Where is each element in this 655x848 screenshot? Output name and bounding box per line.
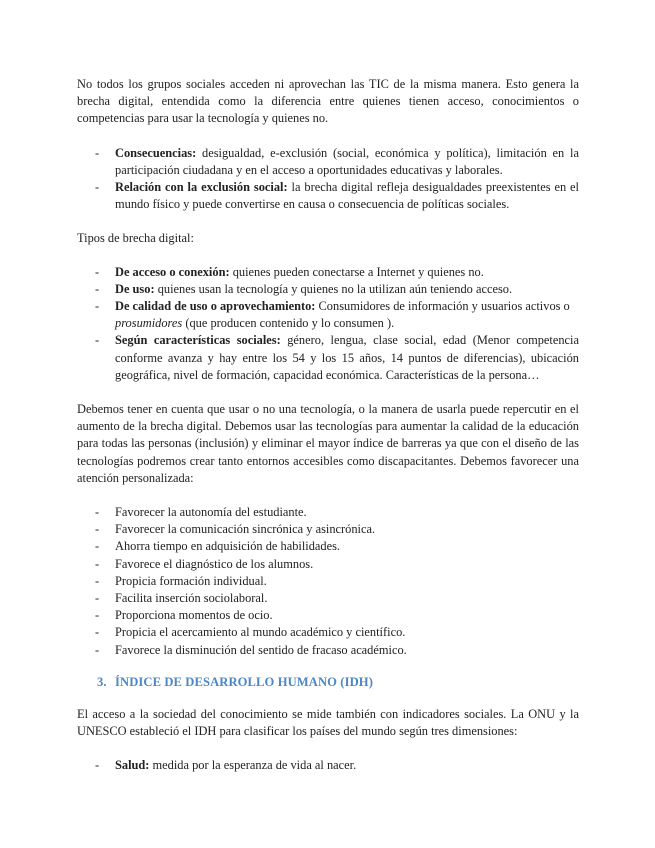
dash-marker: - [95,333,100,348]
dash-marker: - [95,556,100,571]
idh-paragraph: El acceso a la sociedad del conocimiento se mide también con indicadores sociales. La ONU y la UNESCO estableció el IDH para clasificar los países del mundo según tres dimensiones: [77,706,579,739]
dash-marker: - [95,642,100,657]
dash-marker: - [95,608,100,623]
dash-marker: - [95,573,100,588]
list-item [77,642,579,659]
item-text: (que producen contenido y lo consumen ). [182,316,395,331]
list-item [77,179,579,213]
attention-paragraph: Debemos tener en cuenta que usar o no una tecnología, o la manera de usarla puede repercutir en el aumento de la brecha digital. Debemos usar las tecnologías para aumentar la calidad de la educación para todas las personas (inclusión) y eliminar el mayor índice de barreras ya que con el diseño de las tecnologías podremos crear tanto entornos accesibles como discapacitantes. Debemos favorecer una atención personalizada: [77,402,579,485]
section-heading [77,674,579,691]
list-item [77,573,579,590]
consequences-list [77,145,579,214]
dash-marker: - [95,180,100,195]
list-item [77,538,579,555]
dash-marker: - [95,758,100,773]
list-item [77,281,579,298]
item-text: género, lengua, clase social, edad (Menor competencia conforme avanza y hay entre los 54 y los 15 años, 14 puntos de diferencias), ubicación geográfica, nivel de formación, capacidad económica. Características de la persona… [115,333,579,382]
types-list [77,264,579,384]
section-title: ÍNDICE DE DESARROLLO HUMANO (IDH) [115,674,373,689]
dash-marker: - [95,539,100,554]
item-text: Proporciona momentos de ocio. [115,608,273,623]
item-italic: prosumidores [115,316,183,331]
item-text: Favorecer la comunicación sincrónica y asincrónica. [115,522,376,537]
dash-marker: - [95,522,100,537]
list-item [77,504,579,521]
item-text: Favorece la disminución del sentido de fracaso académico. [115,642,407,657]
dash-marker: - [95,299,100,314]
item-text: quienes pueden conectarse a Internet y quienes no. [229,264,484,279]
list-item [77,556,579,573]
item-text: Propicia el acercamiento al mundo académico y científico. [115,625,406,640]
dash-marker: - [95,505,100,520]
item-text: Favorece el diagnóstico de los alumnos. [115,556,314,571]
item-term: Salud: [115,758,150,773]
dash-marker: - [95,264,100,279]
types-label: Tipos de brecha digital: [77,231,194,246]
item-term: Relación con la exclusión social: [115,180,288,195]
item-text: medida por la esperanza de vida al nacer. [149,758,357,773]
list-item [77,590,579,607]
item-text: quienes usan la tecnología y quienes no la utilizan aún teniendo acceso. [154,281,513,296]
list-item [77,145,579,179]
item-term: De uso: [115,281,155,296]
dash-marker: - [95,145,100,160]
document-page [77,76,579,775]
benefits-list [77,504,579,659]
item-term: De calidad de uso o aprovechamiento: [115,299,316,314]
section-number: 3. [97,674,107,689]
item-term: Consecuencias: [115,145,197,160]
list-item [77,624,579,641]
item-text: Ahorra tiempo en adquisición de habilidades. [115,539,341,554]
item-text: Facilita inserción sociolaboral. [115,591,268,606]
item-text: la brecha digital refleja desigualdades preexistentes en el mundo físico y puede convertirse en causa o consecuencia de políticas sociales. [115,180,579,212]
list-item [77,757,579,774]
dash-marker: - [95,625,100,640]
list-item [77,264,579,281]
item-term: Según características sociales: [115,333,281,348]
item-text: Propicia formación individual. [115,573,267,588]
item-text: Consumidores de información y usuarios activos o [315,299,570,314]
item-text: desigualdad, e-exclusión (social, económica y política), limitación en la participación ciudadana y en el acceso a oportunidades educativas y laborales. [115,145,579,177]
intro-paragraph: No todos los grupos sociales acceden ni aprovechan las TIC de la misma manera. Esto genera la brecha digital, entendida como la diferencia entre quienes tienen acceso, conocimientos o competencias para usar la tecnología y quienes no. [77,77,579,126]
list-item [77,332,579,384]
dash-marker: - [95,281,100,296]
dimensions-list [77,757,579,774]
list-item [77,521,579,538]
list-item [77,607,579,624]
item-text: Favorecer la autonomía del estudiante. [115,505,307,520]
list-item [77,298,579,332]
item-term: De acceso o conexión: [115,264,230,279]
dash-marker: - [95,591,100,606]
